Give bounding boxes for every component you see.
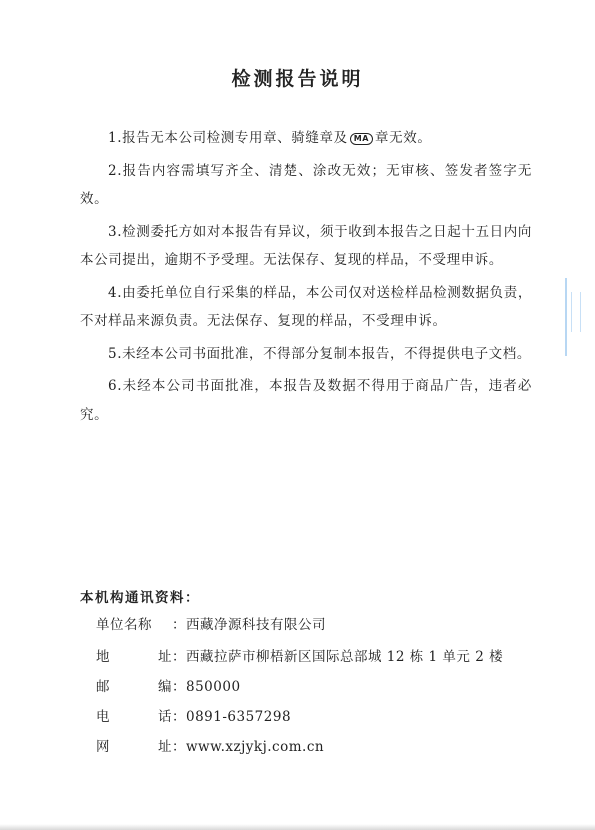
seam-stamp-mark <box>565 278 587 356</box>
note-item-3: 3.检测委托方如对本报告有异议，须于收到本报告之日起十五日内向本公司提出，逾期不予受理。无法保存、复现的样品，不受理申诉。 <box>80 223 532 268</box>
postcode-label: 邮 编 <box>96 679 172 695</box>
phone-value: 0891-6357298 <box>186 709 292 725</box>
page-title: 检测报告说明 <box>231 68 364 90</box>
contact-row-address: 地 址 ：西藏拉萨市柳梧新区国际总部城 12 栋 1 单元 2 楼 <box>96 649 504 665</box>
contact-section-title: 本机构通讯资料： <box>80 590 200 606</box>
note-1-text-after: 章无效。 <box>375 130 432 146</box>
note-item-5: 5.未经本公司书面批准，不得部分复制本报告，不得提供电子文档。 <box>108 345 531 362</box>
address-value: 西藏拉萨市柳梧新区国际总部城 12 栋 1 单元 2 楼 <box>186 649 504 665</box>
website-value: www.xzjykj.com.cn <box>186 739 325 755</box>
address-label: 地 址 <box>96 649 172 665</box>
website-label: 网 址 <box>96 739 172 755</box>
company-value: 西藏净源科技有限公司 <box>186 617 326 633</box>
page-bottom-edge <box>0 824 595 830</box>
note-item-2: 2.报告内容需填写齐全、清楚、涂改无效；无审核、签发者签字无效。 <box>80 162 532 207</box>
note-item-1 <box>80 124 532 153</box>
contact-row-company: 单位名称 ：西藏净源科技有限公司 <box>96 617 326 633</box>
notes-list <box>80 124 532 433</box>
postcode-value: 850000 <box>186 679 241 695</box>
note-1-text-before: 1.报告无本公司检测专用章、骑缝章及 <box>108 130 348 146</box>
note-item-4: 4.由委托单位自行采集的样品，本公司仅对送检样品检测数据负责，不对样品来源负责。无法保存、复现的样品，不受理申诉。 <box>80 284 532 329</box>
contact-row-phone: 电 话 ：0891-6357298 <box>96 709 292 725</box>
phone-label: 电 话 <box>96 709 172 725</box>
cma-mark-icon: MA <box>350 133 373 145</box>
contact-row-website: 网 址 ：www.xzjykj.com.cn <box>96 739 325 755</box>
contact-row-postcode: 邮 编 ：850000 <box>96 679 241 695</box>
note-item-6: 6.未经本公司书面批准，本报告及数据不得用于商品广告，违者必究。 <box>80 378 532 423</box>
company-label: 单位名称 <box>96 617 152 633</box>
